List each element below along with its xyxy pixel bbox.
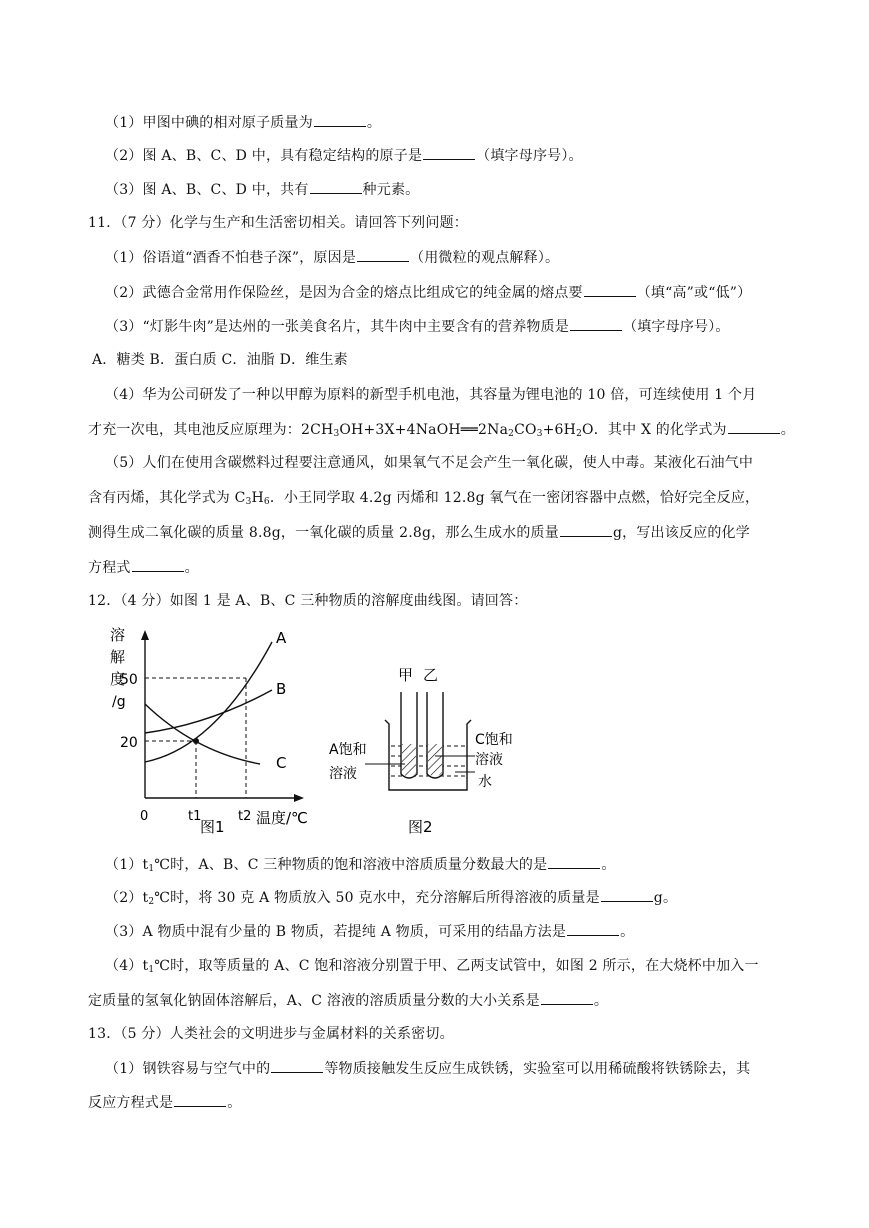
q13-heading: 13．（5 分）人类社会的文明进步与金属材料的关系密切。	[88, 1026, 454, 1042]
q13-part1-line2: 反应方程式是 。	[88, 1092, 241, 1113]
solution-a	[402, 744, 416, 777]
answer-blank[interactable]	[310, 179, 362, 194]
q10-part2: （2）图 A、B、C、D 中，具有稳定结构的原子是 （填字母序号）。	[105, 145, 583, 166]
answer-blank[interactable]	[567, 921, 619, 936]
q11-part4-line1: （4）华为公司研发了一种以甲醇为原料的新型手机电池，其容量为锂电池的 10 倍，可连续使用 1 个月	[105, 387, 757, 403]
q11-heading: 11．（7 分）化学与生产和生活密切相关。请回答下列问题：	[88, 215, 468, 231]
q11-part2: （2）武德合金常用作保险丝，是因为合金的熔点比组成它的纯金属的熔点要 （填“高”或“低”）	[105, 282, 751, 303]
q12-part3: （3）A 物质中混有少量的 B 物质，若提纯 A 物质，可采用的结晶方法是 。	[105, 921, 634, 942]
answer-blank[interactable]	[541, 990, 593, 1005]
ylabel-char: 解	[110, 648, 126, 666]
q11-part3: （3）“灯影牛肉”是达州的一张美食名片，其牛肉中主要含有的营养物质是 （填字母序号）。	[105, 316, 730, 337]
ylabel-char: 度	[110, 670, 126, 688]
figure1-caption: 图1	[200, 818, 225, 836]
answer-blank[interactable]	[560, 522, 612, 537]
solubility-chart	[100, 620, 330, 840]
q10-part1: （1）甲图中碘的相对原子质量为 。	[105, 112, 381, 133]
q12-heading: 12．（4 分）如图 1 是 A、B、C 三种物质的溶解度曲线图。请回答：	[88, 593, 528, 609]
label-a-solution: 溶液	[329, 766, 357, 782]
curve-label-a: A	[276, 629, 287, 647]
label-c-saturated: C饱和	[475, 732, 513, 748]
q10-part3: （3）图 A、B、C、D 中，共有 种元素。	[105, 179, 419, 200]
x-tick-t2: t2	[238, 809, 252, 824]
q13-part1-line1: （1）钢铁容易与空气中的 等物质接触发生反应生成铁锈，实验室可以用稀硫酸将铁锈除去，其	[105, 1058, 750, 1079]
q11-options: A．糖类 B．蛋白质 C．油脂 D．维生素	[92, 352, 348, 368]
answer-blank[interactable]	[728, 419, 780, 434]
q12-part4-line1: $(4)t_1℃$时，取等质量的 A、C 饱和溶液分别置于甲、乙两支试管中，如图 2 所示，在大烧杯中加入一	[105, 958, 759, 975]
answer-blank[interactable]	[584, 282, 636, 297]
label-water: 水	[478, 774, 492, 790]
answer-blank[interactable]	[548, 854, 600, 869]
ylabel-char: 溶	[110, 626, 126, 644]
answer-blank[interactable]	[174, 1092, 226, 1107]
solution-c	[428, 744, 442, 777]
answer-blank[interactable]	[314, 112, 366, 127]
y-tick-20: 20	[120, 735, 138, 751]
label-c-solution: 溶液	[475, 752, 503, 768]
q11-part5-line3: 测得生成二氧化碳的质量 8.8g，一氧化碳的质量 2.8g，那么生成水的质量 g，写出该反应的化学	[88, 522, 750, 543]
y-tick-50: 50	[120, 672, 138, 688]
intersection-point	[193, 738, 199, 744]
curve-label-b: B	[276, 680, 287, 698]
q12-part2: $(2)t_2℃$时，将 30 克 A 物质放入 50 克水中，充分溶解后所得溶液的质量是 g。	[105, 887, 677, 912]
q12-part4-line2: 定质量的氢氧化钠固体溶解后，A、C 溶液的溶质质量分数的大小关系是 。	[88, 990, 608, 1011]
q11-part5-line2: 含有丙烯，其化学式为 $C_3H_6$．小王同学取 4.2g 丙烯和 12.8g 氧气在一密闭容器中点燃，恰好完全反应，	[88, 490, 760, 507]
tube-label-yi: 乙	[423, 666, 439, 684]
tube-label-jia: 甲	[398, 666, 414, 684]
curve-label-c: C	[276, 754, 287, 772]
q11-part4-line2: 才充一次电，其电池反应原理为：$2CH_3OH+3X+4NaOH══2Na_2CO_3+6H_2O$．其中 X 的化学式为 。	[88, 419, 795, 444]
answer-blank[interactable]	[570, 316, 622, 331]
label-a-saturated: A饱和	[329, 742, 367, 758]
answer-blank[interactable]	[132, 557, 184, 572]
answer-blank[interactable]	[357, 247, 409, 262]
beaker-figure	[325, 660, 525, 840]
q11-part1: （1）俗语道“酒香不怕巷子深”，原因是 （用微粒的观点解释）。	[105, 247, 559, 268]
ylabel-char: /g	[112, 694, 126, 710]
x-axis-arrow	[294, 794, 304, 802]
answer-blank[interactable]	[601, 887, 653, 902]
q12-part1: $(1)t_1℃$时，A、B、C 三种物质的饱和溶液中溶质质量分数最大的是 。	[105, 854, 616, 879]
q11-part5-line4: 方程式 。	[88, 557, 199, 578]
answer-blank[interactable]	[423, 145, 475, 160]
curve-a	[145, 642, 272, 762]
figure2-caption: 图2	[408, 818, 433, 836]
x-tick-t1: t1	[188, 809, 202, 824]
curve-b	[145, 690, 272, 733]
origin-label: 0	[140, 809, 149, 824]
q11-part5-line1: （5）人们在使用含碳燃料过程要注意通风，如果氧气不足会产生一氧化碳，使人中毒。某液化石油气中	[105, 455, 754, 471]
y-axis-arrow	[141, 630, 149, 640]
answer-blank[interactable]	[271, 1058, 323, 1073]
x-axis-label: 温度/℃	[256, 809, 308, 827]
